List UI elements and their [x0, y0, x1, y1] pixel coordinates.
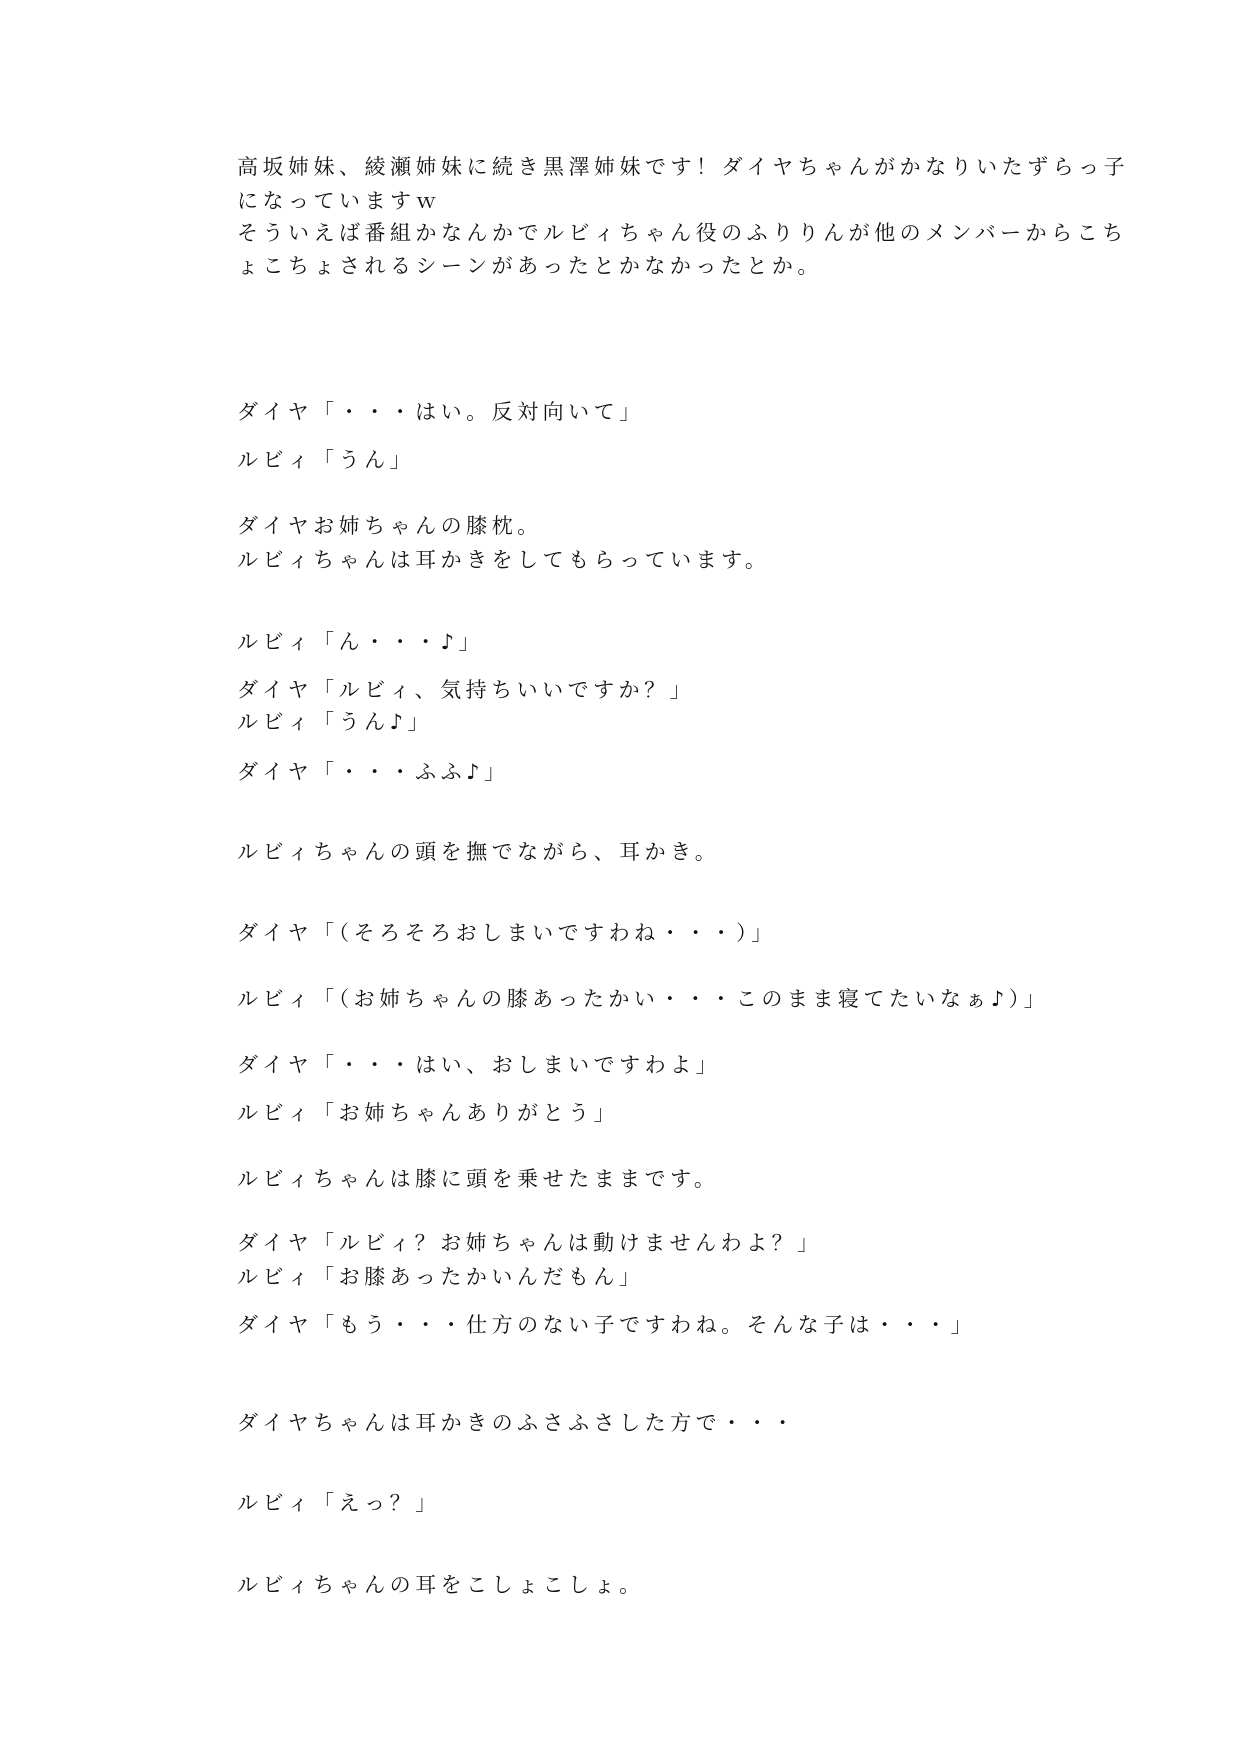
story-line-20: ルビィちゃんの耳をこしょこしょ。 — [237, 1573, 645, 1597]
story-line-10: ダイヤ「（そろそろおしまいですわね・・・）」 — [237, 921, 777, 945]
story-line-1: ダイヤ「・・・はい。反対向いて」 — [237, 400, 645, 424]
story-line-15: ダイヤ「ルビィ？お姉ちゃんは動けませんわよ？」 — [237, 1231, 823, 1255]
story-line-17: ダイヤ「もう・・・仕方のない子ですわね。そんな子は・・・」 — [237, 1313, 977, 1337]
story-line-3: ダイヤお姉ちゃんの膝枕。 — [237, 514, 543, 538]
intro-line-1: 高坂姉妹、綾瀬姉妹に続き黒澤姉妹です！ダイヤちゃんがかなりいたずらっ子 — [237, 155, 1130, 179]
story-line-13: ルビィ「お姉ちゃんありがとう」 — [237, 1101, 620, 1125]
story-line-6: ダイヤ「ルビィ、気持ちいいですか？」 — [237, 678, 696, 702]
story-line-12: ダイヤ「・・・はい、おしまいですわよ」 — [237, 1053, 722, 1077]
story-line-19: ルビィ「えっ？」 — [237, 1491, 441, 1515]
story-line-7: ルビィ「うん♪」 — [237, 710, 433, 734]
story-line-2: ルビィ「うん」 — [237, 448, 416, 472]
story-line-16: ルビィ「お膝あったかいんだもん」 — [237, 1265, 645, 1289]
story-line-9: ルビィちゃんの頭を撫でながら、耳かき。 — [237, 840, 721, 864]
intro-line-3: そういえば番組かなんかでルビィちゃん役のふりりんが他のメンバーからこち — [237, 221, 1128, 245]
story-line-11: ルビィ「（お姉ちゃんの膝あったかい・・・このまま寝てたいなぁ♪）」 — [237, 987, 1050, 1011]
story-line-18: ダイヤちゃんは耳かきのふさふさした方で・・・ — [237, 1411, 798, 1435]
intro-line-4: ょこちょされるシーンがあったとかなかったとか。 — [237, 254, 823, 278]
story-line-8: ダイヤ「・・・ふふ♪」 — [237, 760, 510, 784]
intro-line-2: になっていますｗ — [237, 189, 441, 213]
story-line-14: ルビィちゃんは膝に頭を乗せたままです。 — [237, 1167, 720, 1191]
story-line-4: ルビィちゃんは耳かきをしてもらっています。 — [237, 548, 771, 572]
story-line-5: ルビィ「ん・・・♪」 — [237, 630, 484, 654]
